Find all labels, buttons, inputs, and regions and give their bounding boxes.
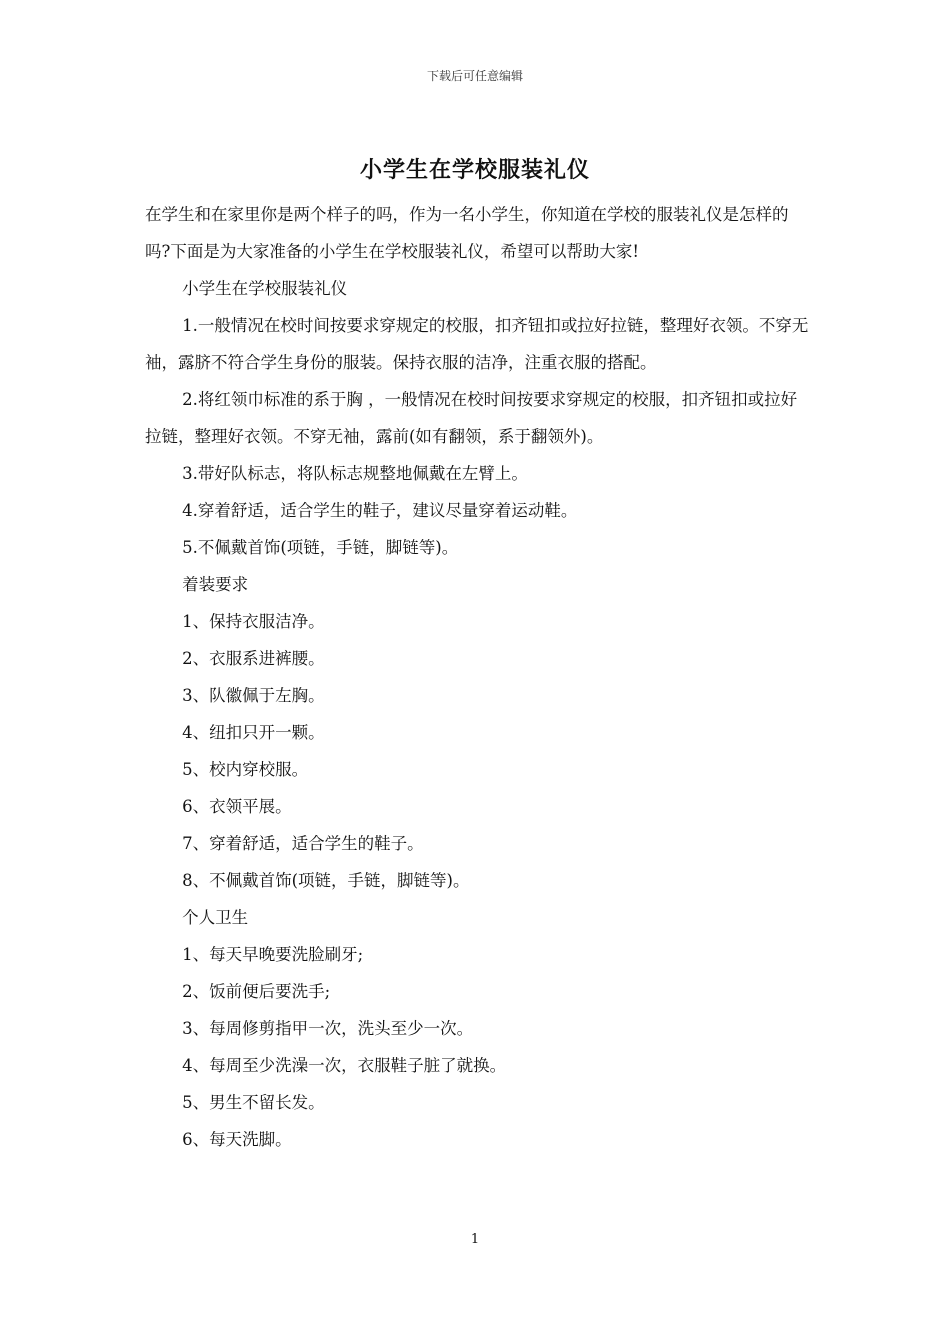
etiquette-item: 2.将红领巾标准的系于胸 ，一般情况在校时间按要求穿规定的校服，扣齐钮扣或拉好拉链，整理好衣领。不穿无袖，露前(如有翻领，系于翻领外)。 bbox=[145, 390, 798, 446]
hygiene-item: 3、每周修剪指甲一次，洗头至少一次。 bbox=[182, 1019, 474, 1038]
hygiene-item: 6、每天洗脚。 bbox=[182, 1130, 292, 1149]
dress-requirement-item: 4、纽扣只开一颗。 bbox=[182, 723, 325, 742]
document-title: 小学生在学校服装礼仪 bbox=[359, 157, 590, 183]
hygiene-item: 2、饭前便后要洗手; bbox=[182, 982, 331, 1001]
section-heading-etiquette: 小学生在学校服装礼仪 bbox=[182, 279, 348, 298]
document-body bbox=[145, 196, 809, 1158]
etiquette-item: 3.带好队标志，将队标志规整地佩戴在左臂上。 bbox=[182, 464, 528, 483]
dress-requirement-item: 2、衣服系进裤腰。 bbox=[182, 649, 325, 668]
hygiene-item: 4、每周至少洗澡一次，衣服鞋子脏了就换。 bbox=[182, 1056, 507, 1075]
dress-requirement-item: 3、队徽佩于左胸。 bbox=[182, 686, 325, 705]
hygiene-item: 5、男生不留长发。 bbox=[182, 1093, 325, 1112]
hygiene-item: 1、每天早晚要洗脸刷牙; bbox=[182, 945, 364, 964]
section-heading-personal-hygiene: 个人卫生 bbox=[182, 908, 249, 927]
page-header-note: 下载后可任意编辑 bbox=[426, 69, 523, 83]
dress-requirement-item: 6、衣领平展。 bbox=[182, 797, 292, 816]
intro-paragraph: 在学生和在家里你是两个样子的吗，作为一名小学生，你知道在学校的服装礼仪是怎样的吗?下面是为大家准备的小学生在学校服装礼仪，希望可以帮助大家! bbox=[145, 205, 789, 261]
dress-requirement-item: 5、校内穿校服。 bbox=[182, 760, 309, 779]
page-number: 1 bbox=[470, 1232, 480, 1247]
dress-requirement-item: 1、保持衣服洁净。 bbox=[182, 612, 325, 631]
section-heading-dress-requirements: 着装要求 bbox=[182, 575, 249, 594]
dress-requirement-item: 8、不佩戴首饰(项链，手链，脚链等)。 bbox=[182, 871, 470, 890]
etiquette-item: 1.一般情况在校时间按要求穿规定的校服，扣齐钮扣或拉好拉链，整理好衣领。不穿无袖，露脐不符合学生身份的服装。保持衣服的洁净，注重衣服的搭配。 bbox=[145, 316, 809, 372]
etiquette-item: 4.穿着舒适，适合学生的鞋子，建议尽量穿着运动鞋。 bbox=[182, 501, 578, 520]
dress-requirement-item: 7、穿着舒适，适合学生的鞋子。 bbox=[182, 834, 424, 853]
etiquette-item: 5.不佩戴首饰(项链，手链，脚链等)。 bbox=[182, 538, 459, 557]
